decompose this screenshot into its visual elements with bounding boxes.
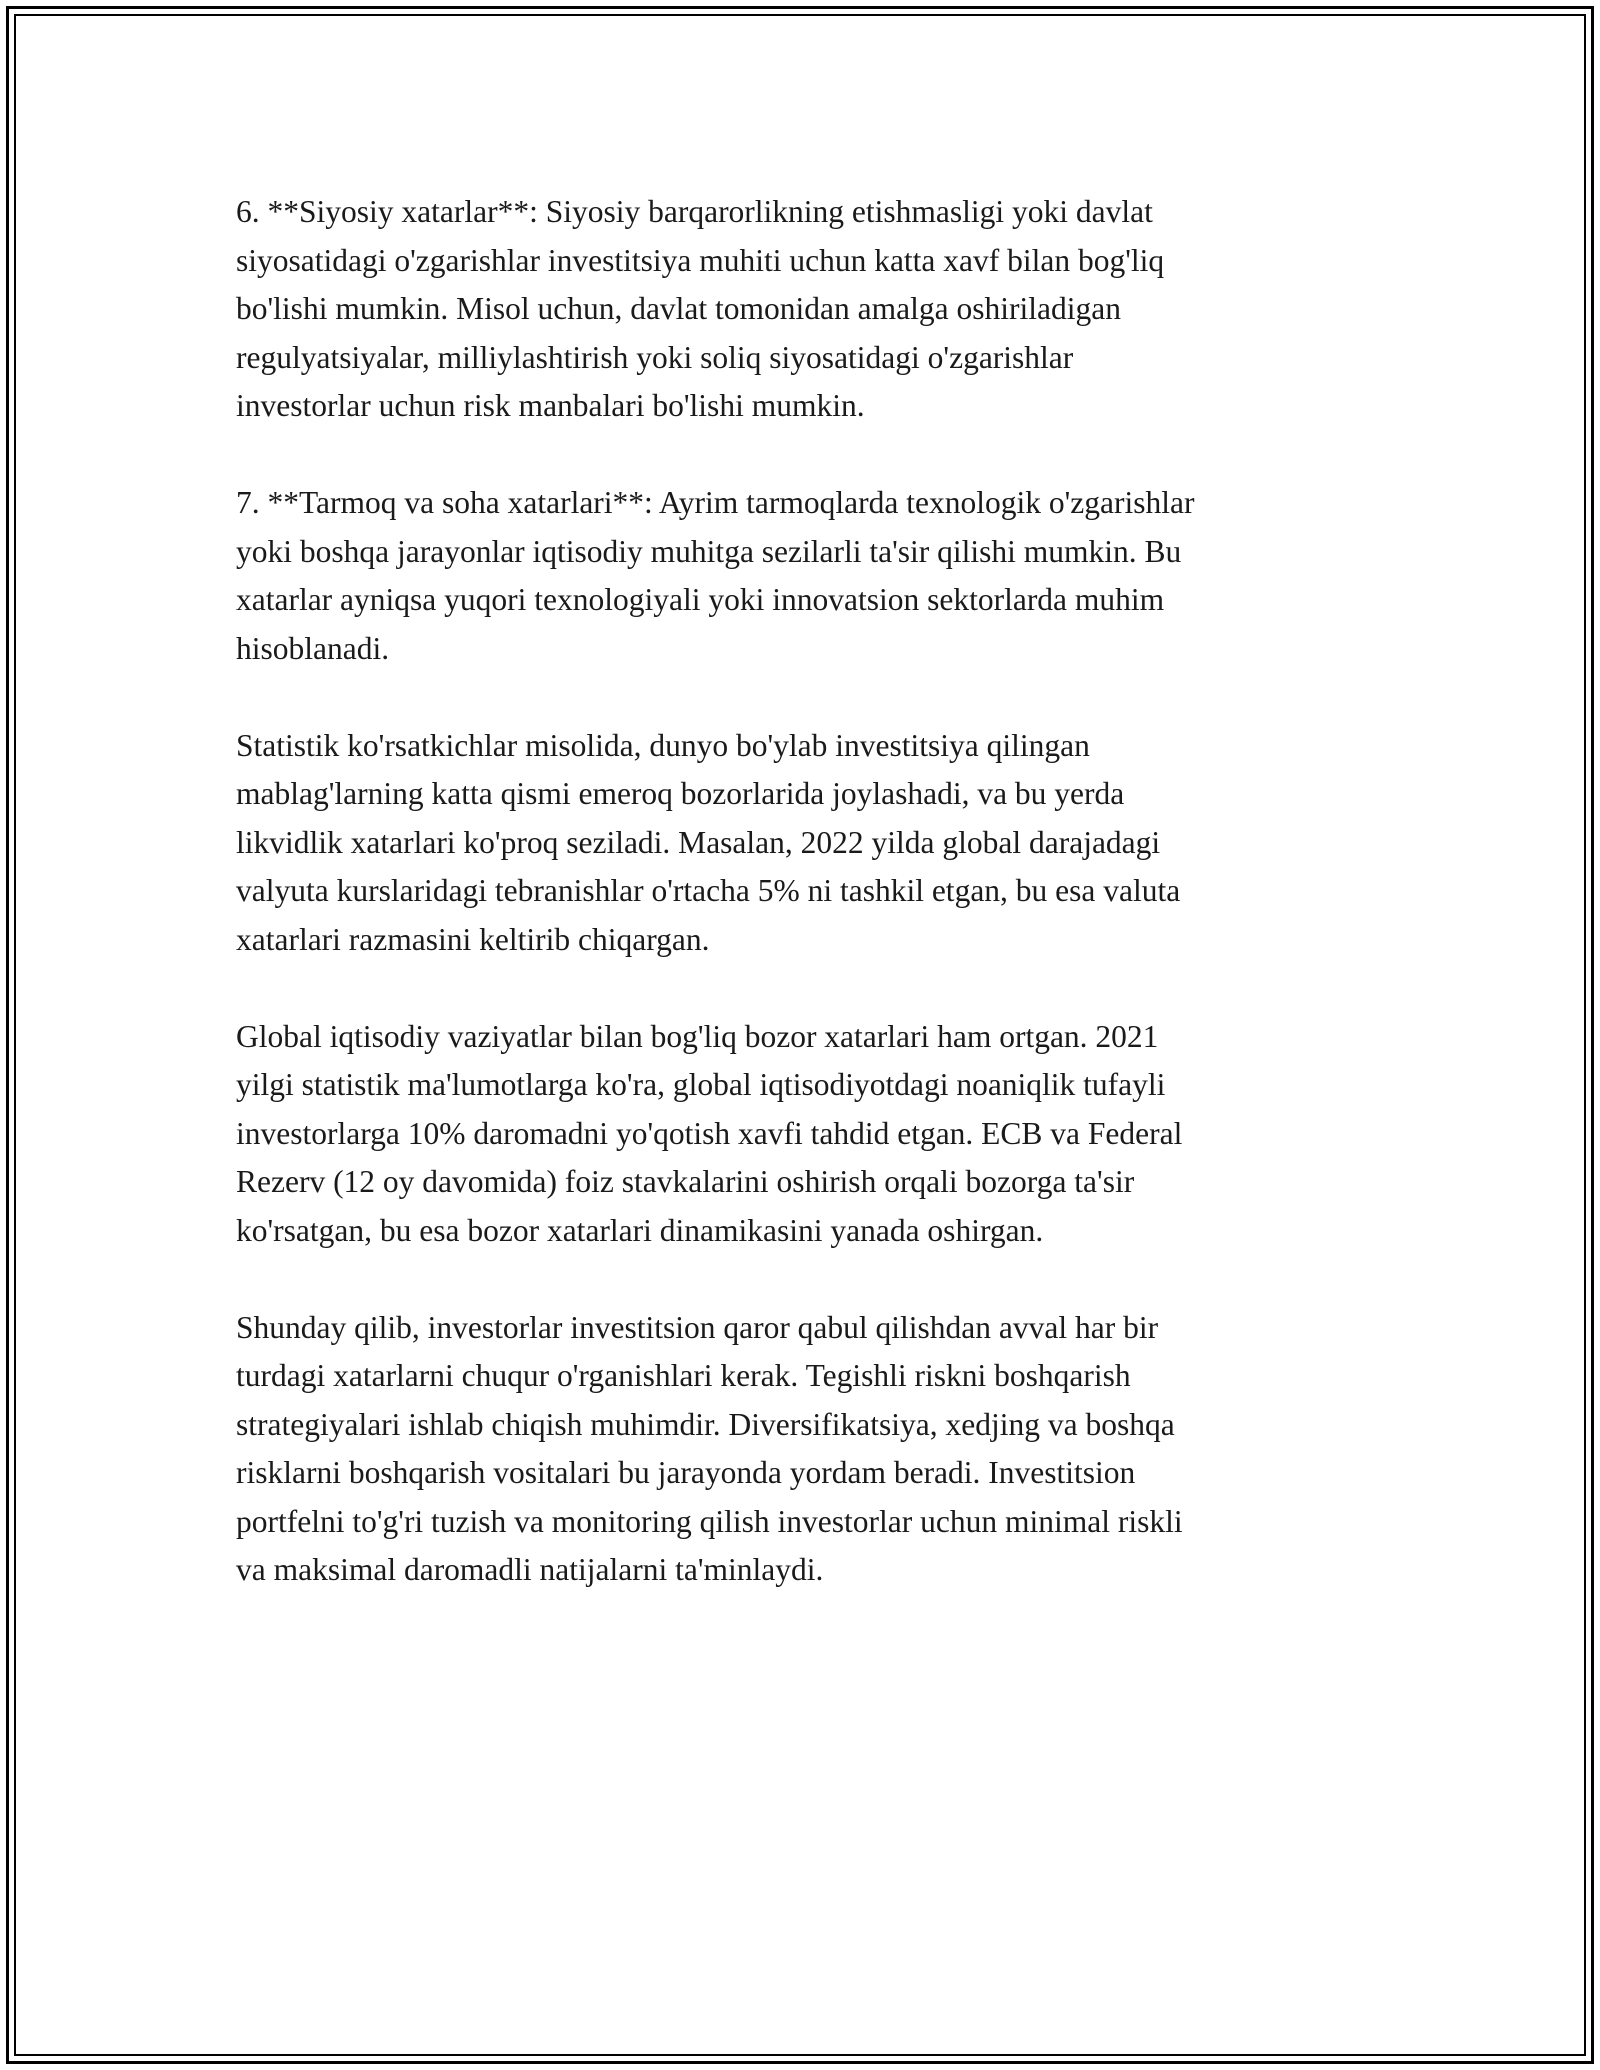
paragraph-political-risks: 6. **Siyosiy xatarlar**: Siyosiy barqarorlikning etishmasligi yoki davlat siyosatidagi o'zgarishlar investitsiya muhiti uchun katta xavf bilan bog'liq bo'lishi mumkin. Misol uchun, davlat tomonidan amalga oshiriladigan regulyatsiyalar, milliylashtirish yoki soliq siyosatidagi o'zgarishlar investorlar uchun risk manbalari bo'lishi mumkin. — [236, 194, 1165, 423]
document-body — [236, 188, 1376, 1643]
paragraph-global-market-risks: Global iqtisodiy vaziyatlar bilan bog'liq bozor xatarlari ham ortgan. 2021 yilgi statistik ma'lumotlarga ko'ra, global iqtisodiyotdagi noaniqlik tufayli investorlarga 10% daromadni yo'qotish xavfi tahdid etgan. ECB va Federal Rezerv (12 oy davomida) foiz stavkalarini oshirish orqali bozorga ta'sir ko'rsatgan, bu esa bozor xatarlari dinamikasini yanada oshirgan. — [236, 1018, 1183, 1248]
paragraph-statistics: Statistik ko'rsatkichlar misolida, dunyo bo'ylab investitsiya qilingan mablag'larning katta qismi emeroq bozorlarida joylashadi, va bu yerda likvidlik xatarlari ko'proq seziladi. Masalan, 2022 yilda global darajadagi valyuta kurslaridagi tebranishlar o'rtacha 5% ni tashkil etgan, bu esa valuta xatarlari razmasini keltirib chiqargan. — [236, 727, 1181, 957]
paragraph-conclusion: Shunday qilib, investorlar investitsion qaror qabul qilishdan avval har bir turdagi xatarlarni chuqur o'rganishlari kerak. Tegishli riskni boshqarish strategiyalari ishlab chiqish muhimdir. Diversifikatsiya, xedjing va boshqa risklarni boshqarish vositalari bu jarayonda yordam beradi. Investitsion portfelni to'g'ri tuzish va monitoring qilish investorlar uchun minimal riskli va maksimal daromadli natijalarni ta'minlaydi. — [236, 1309, 1183, 1587]
paragraph-industry-risks: 7. **Tarmoq va soha xatarlari**: Ayrim tarmoqlarda texnologik o'zgarishlar yoki boshqa jarayonlar iqtisodiy muhitga sezilarli ta'sir qilishi mumkin. Bu xatarlar ayniqsa yuqori texnologiyali yoki innovatsion sektorlarda muhim hisoblanadi. — [236, 485, 1195, 666]
